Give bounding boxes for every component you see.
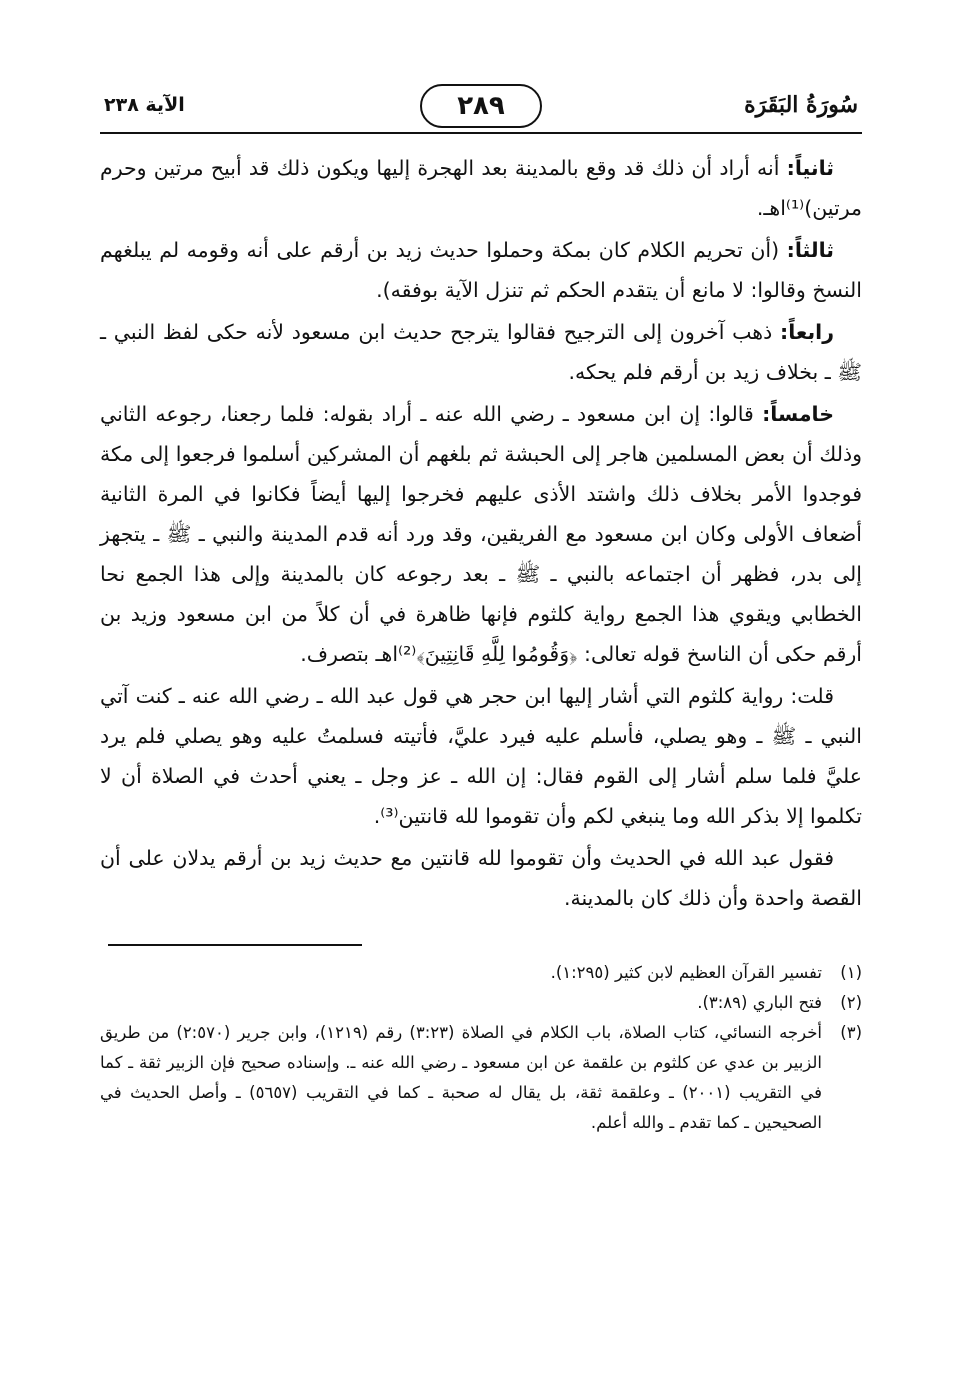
paragraph-text: قالوا: إن ابن مسعود ـ رضي الله عنه ـ أراد بقوله: فلما رجعنا، رجوعه الثاني وذلك أن بعض المسلمين هاجر إلى الحبشة ثم بلغهم أن المشركين أسلموا فرجعوا إلى مكة فوجدوا الأمر بخلاف ذلك واشتد الأذى عليهم فخرجوا إليها أيضاً فكانوا في المرة الثانية أضعاف الأولى وكان ابن مسعود مع الفريقين، وقد ورد أنه قدم المدينة والنبي ـ ﷺ ـ يتجهز إلى بدر، فظهر أن اجتماعه بالنبي ـ ﷺ ـ بعد رجوعه كان بالمدينة وإلى هذا الجمع نحا الخطابي ويقوي هذا الجمع رواية كلثوم فإنها ظاهرة في أن كلاً من ابن مسعود وزيد بن أرقم حكى أن الناسخ قوله تعالى: ﴿وَقُومُوا لِلَّهِ قَانِتِينَ﴾⁽²⁾اهـ بتصرف. (100, 402, 862, 666)
ayah-label: الآية ٢٣٨ (104, 94, 185, 116)
page-header (100, 78, 862, 138)
paragraph (100, 394, 862, 674)
footnotes (100, 958, 862, 1138)
book-page (100, 78, 862, 1318)
surah-title: سُورَةُ البَقَرَة (744, 92, 858, 118)
header-rule (100, 132, 862, 134)
footnote (100, 988, 862, 1018)
footnote-rule (108, 944, 362, 946)
paragraph-text: فقول عبد الله في الحديث وأن تقوموا لله قانتين مع حديث زيد بن أرقم يدلان على أن القصة واحدة وأن ذلك كان بالمدينة. (100, 846, 862, 910)
footnote-text: أخرجه النسائي، كتاب الصلاة، باب الكلام في الصلاة (٣:٢٣) رقم (١٢١٩)، وابن جرير (٢:٥٧٠) من طريق الزبير بن عدي عن كلثوم بن علقمة عن ابن مسعود ـ رضي الله عنه ـ. وإسناده صحيح فإن الزبير ثقة ـ كما في التقريب (٢٠٠١) ـ وعلقمة ثقة، بل يقال له صحبة ـ كما في التقريب (٥٦٥٧) ـ وأصل الحديث في الصحيحين ـ كما تقدم ـ والله أعلم. (100, 1023, 822, 1132)
footnote (100, 1018, 862, 1138)
paragraph (100, 148, 862, 228)
footnote-text: تفسير القرآن العظيم لابن كثير (١:٢٩٥). (550, 963, 822, 982)
paragraph-text: قلت: رواية كلثوم التي أشار إليها ابن حجر هي قول عبد الله ـ رضي الله عنه ـ كنت آتي النبي ـ ﷺ ـ وهو يصلي، فأسلم عليه فيرد عليَّ، فأتيته فسلمتُ عليه وهو يصلي فلم يرد عليَّ فلما سلم أشار إلى القوم فقال: إن الله ـ عز وجل ـ يعني أحدث في الصلاة أن لا تكلموا إلا بذكر الله وما ينبغي لكم وأن تقوموا لله قانتين⁽³⁾. (100, 684, 862, 828)
paragraph (100, 230, 862, 310)
paragraph-lead: رابعاً: (780, 320, 834, 344)
main-text (100, 148, 862, 918)
footnote-number: (١) (840, 963, 862, 982)
page-number: ٢٨٩ (420, 84, 542, 128)
footnote (100, 958, 862, 988)
footnote-number: (٢) (840, 993, 862, 1012)
paragraph-lead: ثانياً: (786, 156, 834, 180)
paragraph (100, 838, 862, 918)
paragraph (100, 312, 862, 392)
paragraph-lead: خامساً: (762, 402, 834, 426)
footnote-text: فتح الباري (٣:٨٩). (697, 993, 822, 1012)
paragraph (100, 676, 862, 836)
paragraph-text: (أن تحريم الكلام كان بمكة وحملوا حديث زيد بن أرقم على أنه وقومه لم يبلغهم النسخ وقالوا: لا مانع أن يتقدم الحكم ثم تنزل الآية بوفقه). (100, 238, 862, 302)
footnote-number: (٣) (840, 1023, 862, 1042)
paragraph-text: ذهب آخرون إلى الترجيح فقالوا يترجح حديث ابن مسعود لأنه حكى لفظ النبي ـ ﷺ ـ بخلاف زيد بن أرقم فلم يحكه. (100, 320, 862, 384)
paragraph-lead: ثالثاً: (786, 238, 834, 262)
paragraph-text: أنه أراد أن ذلك قد وقع بالمدينة بعد الهجرة إليها ويكون ذلك قد أبيح مرتين وحرم مرتين)⁽¹⁾اهـ. (100, 156, 862, 220)
